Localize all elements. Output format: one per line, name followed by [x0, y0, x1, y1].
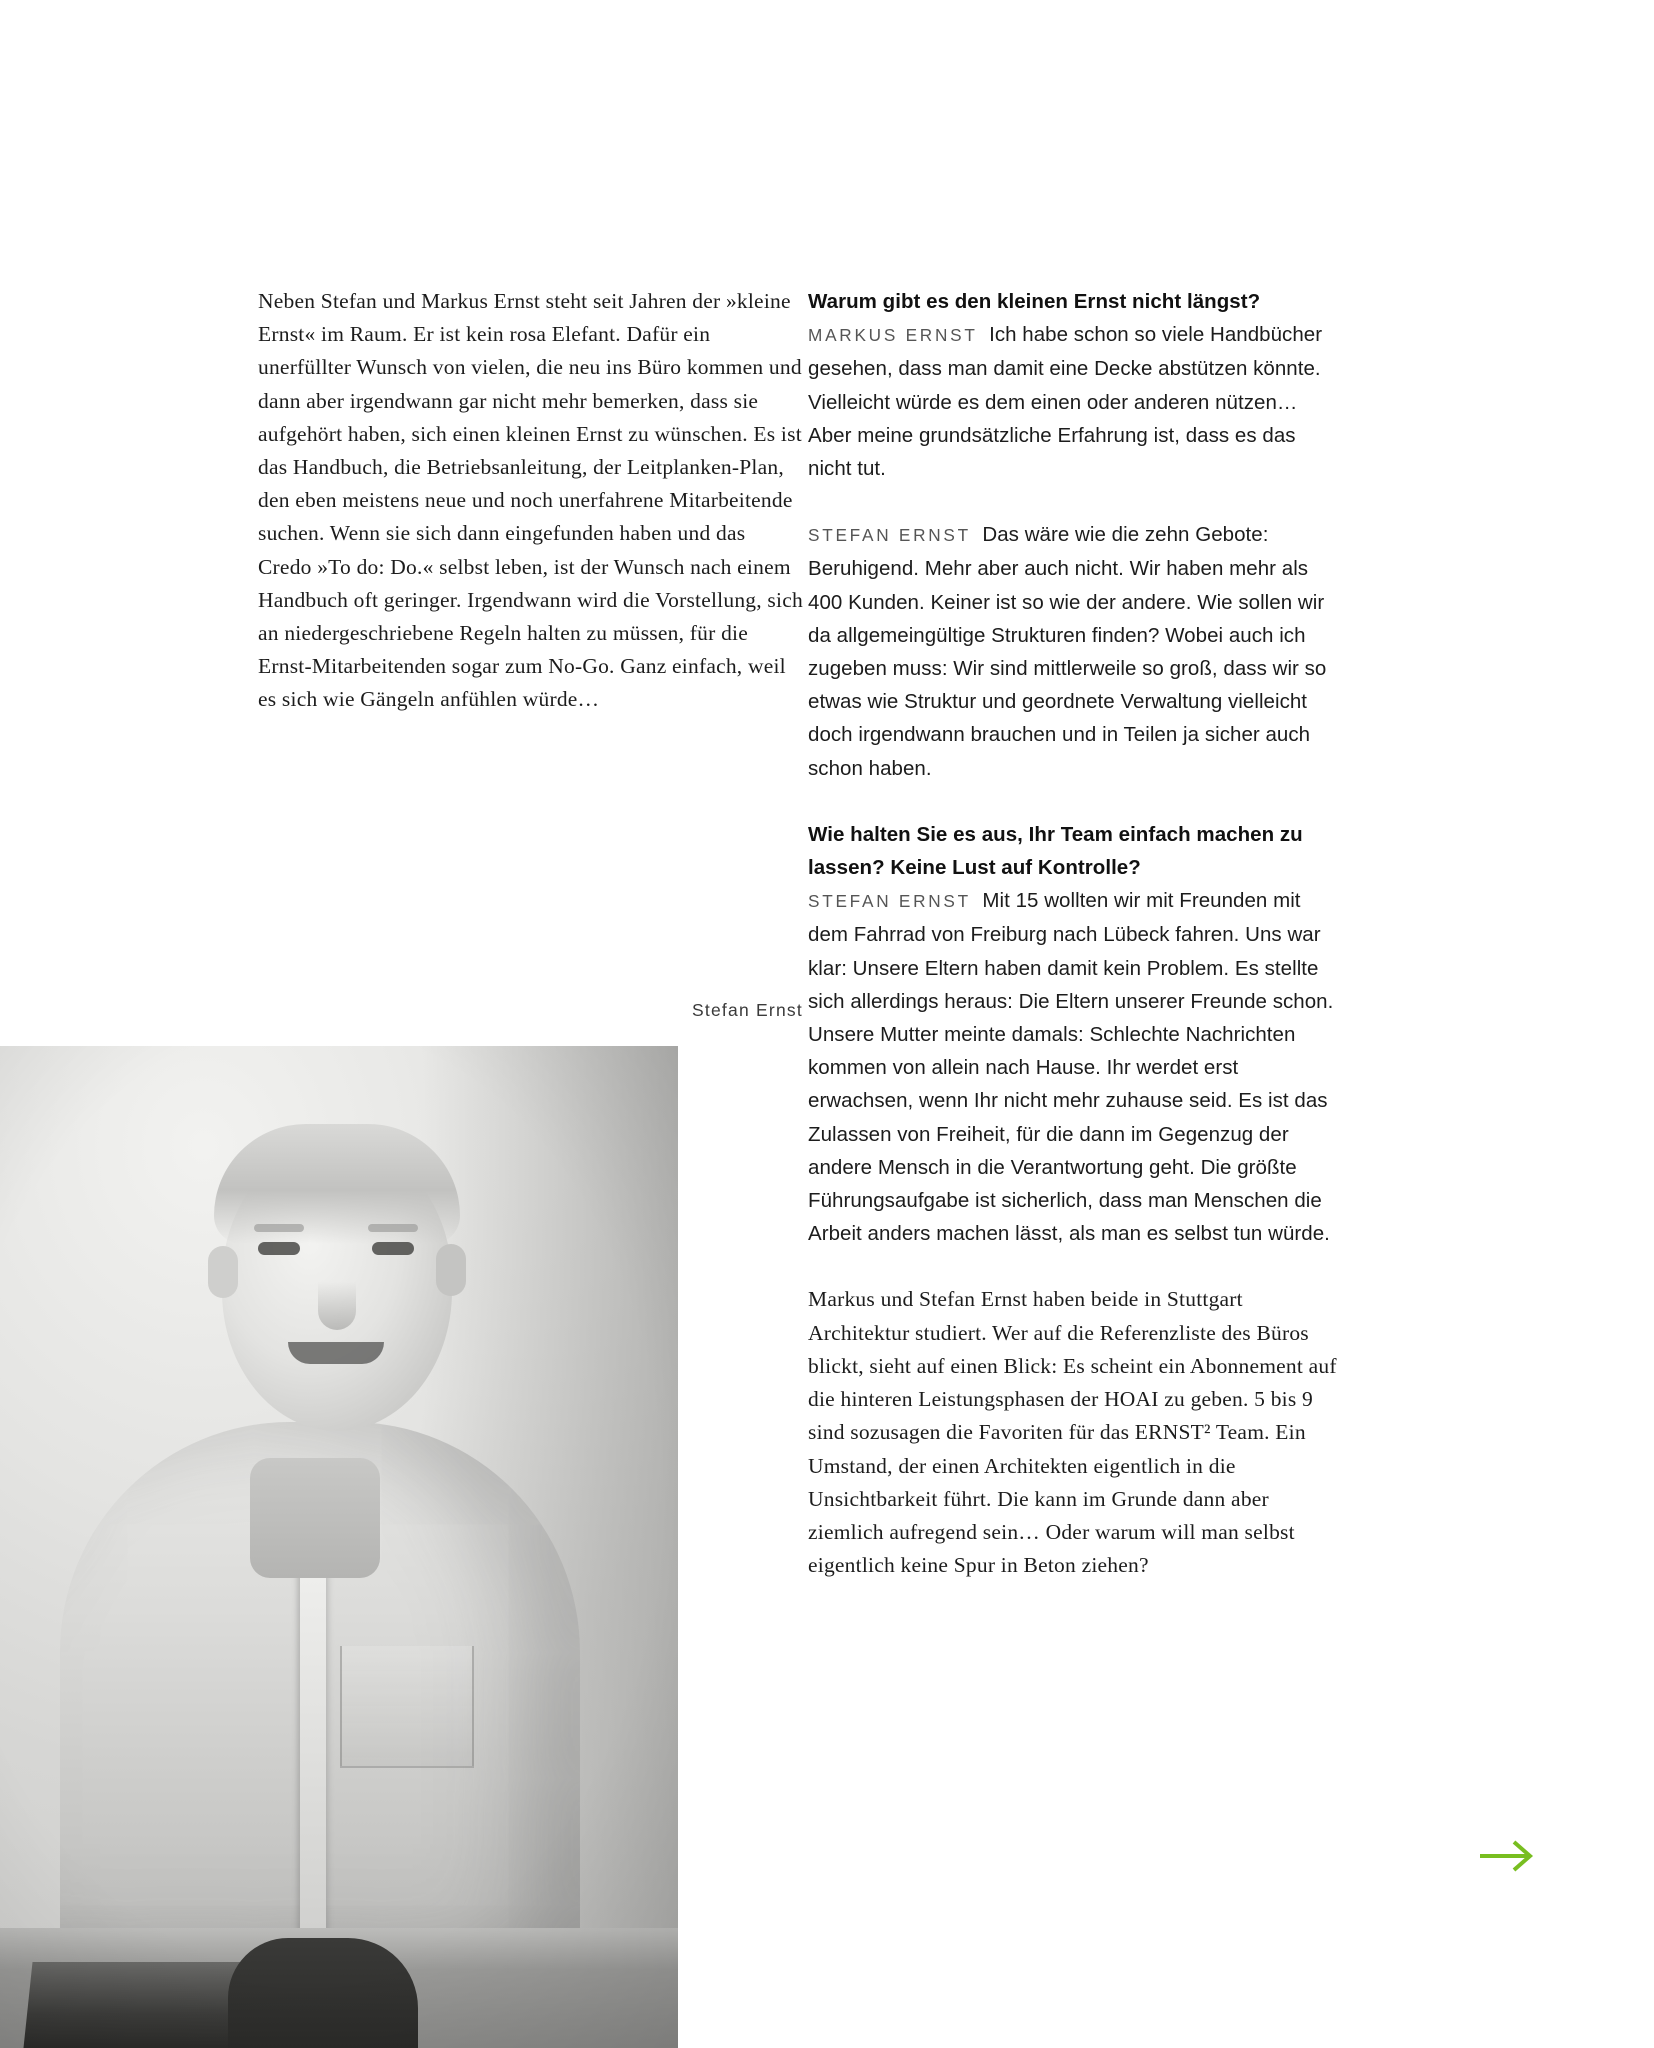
arrow-right-icon [1478, 1839, 1536, 1873]
photo-vignette [0, 1046, 678, 2048]
interview-answer [808, 518, 1338, 785]
interview-answer [808, 884, 1338, 1250]
next-page-arrow[interactable] [1478, 1839, 1536, 1873]
qa-block [808, 818, 1338, 1251]
intro-paragraph [258, 285, 803, 717]
interview-answer [808, 318, 1338, 485]
answer-text: Ich habe schon so viele Handbücher gesehen, dass man damit eine Decke abstützen könnte. Vielleicht würde es dem einen oder anderen nützen… Aber meine grundsätzliche Erfahrung ist, dass es das nicht tut. [808, 323, 1323, 481]
qa-block [808, 285, 1338, 485]
photo-caption: Stefan Ernst [691, 1000, 803, 1020]
speaker-label: MARKUS ERNST [808, 325, 978, 346]
answer-text: Das wäre wie die zehn Gebote: Beruhigend. Mehr aber auch nicht. Wir haben mehr als 400 Kunden. Keiner ist so wie der andere. Wie sollen wir da allgemeingültige Strukturen finden? Wobei auch ich zugeben muss: Wir sind mittlerweile so groß, dass wir so etwas wie Struktur und geordnete Verwaltung vielleicht doch irgendwann brauchen und in Teilen ja sicher auch schon haben. [808, 523, 1327, 780]
closing-paragraph-text: Markus und Stefan Ernst haben beide in Stuttgart Architektur studiert. Wer auf die Referenzliste des Büros blickt, sieht auf einen Blick: Es scheint ein Abonnement auf die hinteren Leistungsphasen der HOAI zu geben. 5 bis 9 sind sozusagen die Favoriten für das ERNST² Team. Ein Umstand, der einen Architekten eigentlich in die Unsichtbarkeit führt. Die kann im Grunde dann aber ziemlich aufregend sein… Oder warum will man selbst eigentlich keine Spur in Beton ziehen? [808, 1287, 1337, 1578]
closing-paragraph [808, 1283, 1338, 1582]
speaker-label: STEFAN ERNST [808, 525, 971, 546]
answer-text: Mit 15 wollten wir mit Freunden mit dem Fahrrad von Freiburg nach Lübeck fahren. Uns war klar: Unsere Eltern haben damit kein Problem. Es stellte sich allerdings heraus: Die Eltern unserer Freunde schon. Unsere Mutter meinte damals: Schlechte Nachrichten kommen von allein nach Hause. Ihr werdet erst erwachsen, wenn Ihr nicht mehr zuhause seid. Es ist das Zulassen von Freiheit, für die dann im Gegenzug der andere Mensch in die Verantwortung geht. Die größte Führungsaufgabe ist sicherlich, dass man Menschen die Arbeit anders machen lässt, als man es selbst tun würde. [808, 889, 1334, 1246]
intro-paragraph-text: Neben Stefan und Markus Ernst steht seit Jahren der »kleine Ernst« im Raum. Er ist kein rosa Elefant. Dafür ein unerfüllter Wunsch von vielen, die neu ins Büro kommen und dann aber irgendwann gar nicht mehr bemerken, dass sie aufgehört haben, sich einen kleinen Ernst zu wünschen. Es ist das Handbuch, die Betriebsanleitung, der Leitplanken-Plan, den eben meistens neue und noch unerfahrene Mitarbeitende suchen. Wenn sie sich dann eingefunden haben und das Credo »To do: Do.« selbst leben, ist der Wunsch nach einem Handbuch oft geringer. Irgendwann wird die Vorstellung, sich an niedergeschriebene Regeln halten zu müssen, für die Ernst-Mitarbeitenden sogar zum No-Go. Ganz einfach, weil es sich wie Gängeln anfühlen würde… [258, 289, 803, 712]
interview-question: Wie halten Sie es aus, Ihr Team einfach machen zu lassen? Keine Lust auf Kontrolle? [808, 822, 1303, 880]
interview-question: Warum gibt es den kleinen Ernst nicht längst? [808, 290, 1261, 313]
right-text-column [808, 285, 1338, 1582]
left-text-column [258, 285, 803, 717]
speaker-label: STEFAN ERNST [808, 891, 971, 912]
portrait-photo [0, 1046, 678, 2048]
qa-block [808, 518, 1338, 785]
